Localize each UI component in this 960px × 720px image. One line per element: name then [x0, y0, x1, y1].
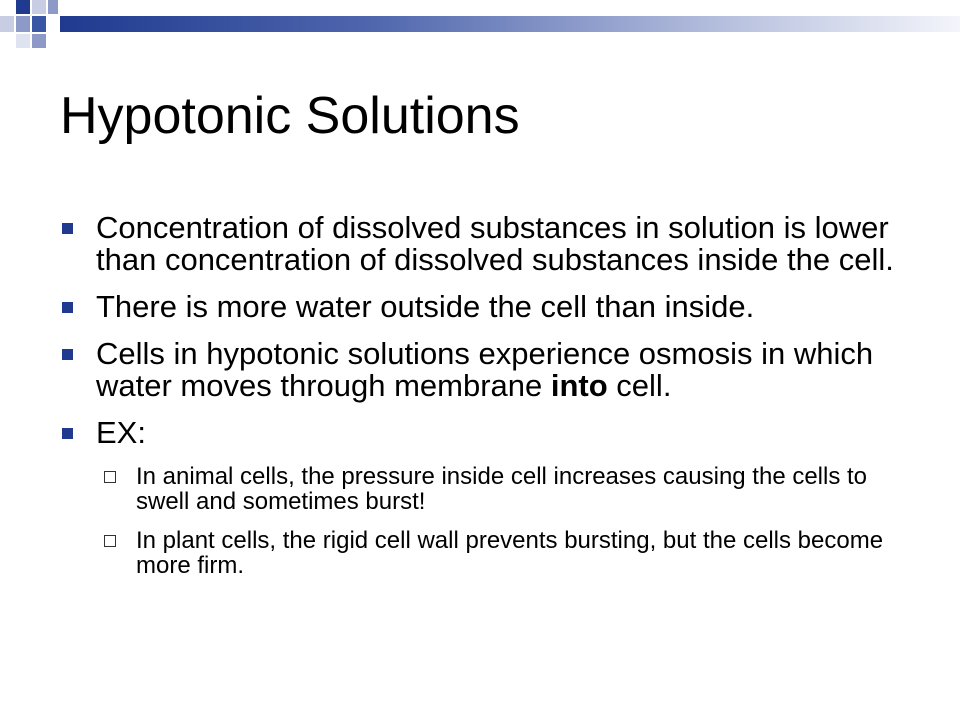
bullet-square-icon — [62, 428, 73, 439]
bullet-item — [60, 414, 900, 450]
header-gradient-bar — [60, 16, 960, 32]
header-decoration — [0, 0, 960, 60]
bullet-text: There is more water outside the cell than inside. — [96, 288, 755, 324]
decor-square — [32, 16, 46, 32]
decor-square — [16, 16, 30, 32]
decor-square — [16, 34, 30, 48]
decor-square — [32, 0, 46, 14]
bullet-emphasis: into — [550, 367, 608, 403]
bullet-square-icon — [62, 302, 73, 313]
bullet-text: Cells in hypotonic solutions experience osmosis in which water moves through membrane — [96, 335, 874, 403]
bullet-square-icon — [62, 223, 73, 234]
bullet-item — [60, 335, 900, 403]
hollow-square-bullet-icon — [104, 471, 116, 483]
slide-body — [60, 212, 900, 592]
decor-square — [48, 0, 58, 14]
sub-bullet-text: In plant cells, the rigid cell wall prevents bursting, but the cells become more firm. — [136, 526, 884, 580]
bullet-text: Concentration of dissolved substances in solution is lower than concentration of dissolved substances inside the cell. — [96, 210, 894, 277]
bullet-text: EX: — [96, 414, 146, 450]
decor-square — [32, 34, 46, 48]
bullet-item — [60, 288, 900, 324]
decor-square — [16, 0, 30, 14]
decor-square — [0, 16, 14, 32]
sub-bullet-item — [102, 528, 900, 578]
sub-bullet-item — [102, 464, 900, 514]
bullet-text-end: cell. — [607, 367, 672, 403]
hollow-square-bullet-icon — [104, 535, 116, 547]
bullet-square-icon — [62, 349, 73, 360]
slide-title: Hypotonic Solutions — [60, 87, 520, 145]
bullet-item — [60, 212, 900, 276]
sub-bullet-text: In animal cells, the pressure inside cell increases causing the cells to swell and sometimes burst! — [136, 462, 868, 515]
